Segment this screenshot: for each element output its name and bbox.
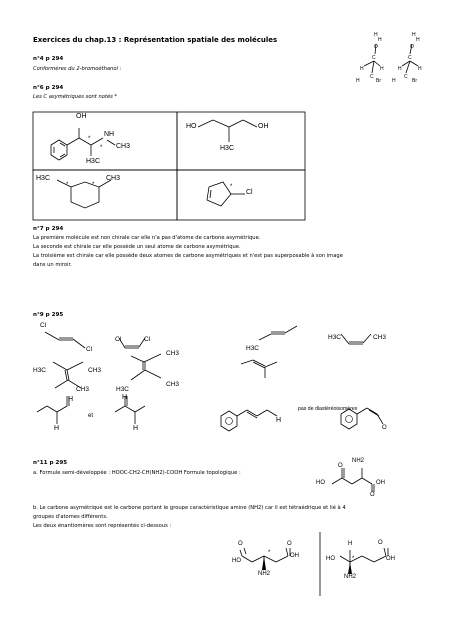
exercise-11-line-b2: groupes d'atomes différents. bbox=[33, 514, 108, 520]
ex11-ho-label: HO bbox=[316, 480, 325, 486]
exercise-7-line: dans un miroir. bbox=[33, 262, 72, 268]
proj-label: C bbox=[408, 55, 412, 61]
exercise-7-line: La troisième est chirale car elle possède deux atomes de carbone asymétriques et n'est pas superposable à son image bbox=[33, 253, 343, 259]
ex11-oh-label: OH bbox=[376, 480, 385, 486]
ex11-nh2-label: NH2 bbox=[352, 458, 365, 464]
proj-label: H bbox=[398, 66, 402, 72]
m1-h3c-label: H3C bbox=[86, 158, 101, 165]
molecule-4-drawing bbox=[207, 182, 245, 206]
ex9-h3c-label: H3C bbox=[328, 334, 342, 341]
enantiomers-drawing bbox=[220, 530, 420, 600]
m1-ch3-label: CH3 bbox=[116, 143, 131, 150]
enant-o-label: O bbox=[378, 540, 383, 546]
enant-o-label: O bbox=[238, 541, 243, 547]
ex9-h-label: H bbox=[122, 394, 128, 401]
aspartic-acid-topology bbox=[318, 458, 388, 498]
enant-star: * bbox=[268, 550, 271, 556]
ex9-ch3-label: CH3 bbox=[76, 386, 90, 393]
exercise-11-line-a: a. Formule semi-développée : HOOC-CH2-CH(NH2)-COOH Formule topologique : bbox=[33, 470, 241, 476]
proj-label: O bbox=[374, 44, 378, 50]
ex9-cl-label: Cl bbox=[115, 336, 122, 343]
ex9-ch3-label: CH3 bbox=[88, 367, 102, 374]
proj-label: C bbox=[404, 74, 408, 80]
ex9-h3c-label: H3C bbox=[246, 345, 260, 352]
ex9-cl-label: Cl bbox=[86, 346, 93, 353]
ex9-h3c-label: H3C bbox=[116, 386, 130, 393]
enant-star: * bbox=[352, 556, 355, 562]
exercise-11-line-b3: Les deux énantiomères sont représentés ci-dessous : bbox=[33, 523, 172, 529]
exercise-4-number: n°4 p 294 bbox=[33, 56, 64, 62]
molecule-2-drawing bbox=[198, 120, 257, 142]
exercise-9-number: n°9 p 295 bbox=[33, 312, 64, 318]
proj-label: H bbox=[392, 78, 396, 84]
exercise-7-line: La seconde est chirale car elle possède un seul atome de carbone asymétrique. bbox=[33, 244, 241, 250]
enant-oh-label: OH bbox=[290, 553, 299, 559]
proj-label: Br bbox=[412, 78, 417, 84]
enant-o-label: O bbox=[287, 541, 292, 547]
m3-h3c-label: H3C bbox=[36, 175, 51, 182]
star-mark: * bbox=[92, 182, 95, 188]
m2-h3c-label: H3C bbox=[220, 145, 235, 152]
exercise-11-line-b1: b. Le carbone asymétrique est le carbone portant le groupe caractéristique amine (NH2) car il est tétraédrique et lié à 4 bbox=[33, 505, 346, 511]
proj-label: Br bbox=[376, 78, 381, 84]
proj-label: H bbox=[380, 66, 384, 72]
ex9-ch3-label: CH3 bbox=[166, 381, 180, 388]
ex9-ch3-label: CH3 bbox=[166, 350, 180, 357]
proj-label: C bbox=[370, 74, 374, 80]
exercise-7-number: n°7 p 294 bbox=[33, 226, 64, 232]
enant-nh2-label: NH2 bbox=[344, 574, 357, 580]
proj-label: H bbox=[356, 78, 360, 84]
proj-label: O bbox=[410, 44, 414, 50]
exercise-4-text: Conformères du 2-bromoéthanol : bbox=[33, 66, 122, 72]
ex9-h-label: H bbox=[54, 425, 60, 432]
proj-label: H bbox=[374, 32, 378, 38]
bromoethanol-conformers-drawing bbox=[352, 30, 432, 85]
proj-label: H bbox=[378, 37, 382, 43]
ex9-o-label: O bbox=[382, 425, 387, 431]
exercise-6-text: Les C asymétriques sont notés * bbox=[33, 94, 118, 100]
ex11-o-label: O bbox=[338, 463, 343, 469]
exercise-9-drawings bbox=[33, 320, 413, 450]
proj-label: H bbox=[418, 66, 422, 72]
exercise-7-line: La première molécule est non chirale car elle n'a pas d'atome de carbone asymétrique. bbox=[33, 235, 261, 241]
enant-ho-label: HO bbox=[232, 558, 241, 564]
star-mark: * bbox=[100, 145, 103, 151]
ex9-h-label: H bbox=[276, 417, 282, 424]
page-title: Exercices du chap.13 : Représentation spatiale des molécules bbox=[33, 36, 278, 44]
m1-nh-label: NH bbox=[104, 131, 115, 138]
star-mark: * bbox=[230, 184, 233, 190]
exercise-11-number: n°11 p 295 bbox=[33, 460, 68, 466]
star-mark: * bbox=[66, 182, 69, 188]
enant-nh2-label: NH2 bbox=[258, 571, 271, 577]
proj-label: C bbox=[372, 55, 376, 61]
proj-label: H bbox=[416, 37, 420, 43]
exercise-6-number: n°6 p 294 bbox=[33, 85, 64, 91]
ex11-o-label: O bbox=[370, 492, 375, 498]
ex9-ch3-label: CH3 bbox=[373, 334, 387, 341]
ex9-h3c-label: H3C bbox=[33, 367, 47, 374]
enant-oh-label: OH bbox=[386, 556, 395, 562]
m4-cl-label: Cl bbox=[246, 189, 253, 196]
m1-oh-label: OH bbox=[76, 113, 87, 120]
no-isomers-note: pas de diastéréoisomères bbox=[298, 406, 358, 412]
ex9-cl-label: Cl bbox=[144, 336, 151, 343]
m2-ho-label: HO bbox=[186, 123, 197, 130]
ex9-h-label: H bbox=[133, 425, 139, 432]
proj-label: H bbox=[412, 32, 416, 38]
star-mark: * bbox=[88, 136, 91, 142]
m3-ch3-label: CH3 bbox=[106, 175, 121, 182]
ex9-h-label: H bbox=[68, 396, 74, 403]
ex9-cl-label: Cl bbox=[40, 322, 47, 329]
ex9-et-label: et bbox=[88, 413, 94, 419]
m2-oh-label: OH bbox=[258, 123, 269, 130]
proj-label: H bbox=[360, 66, 364, 72]
enant-ho-label: HO bbox=[326, 556, 335, 562]
enant-h-label: H bbox=[348, 541, 353, 547]
